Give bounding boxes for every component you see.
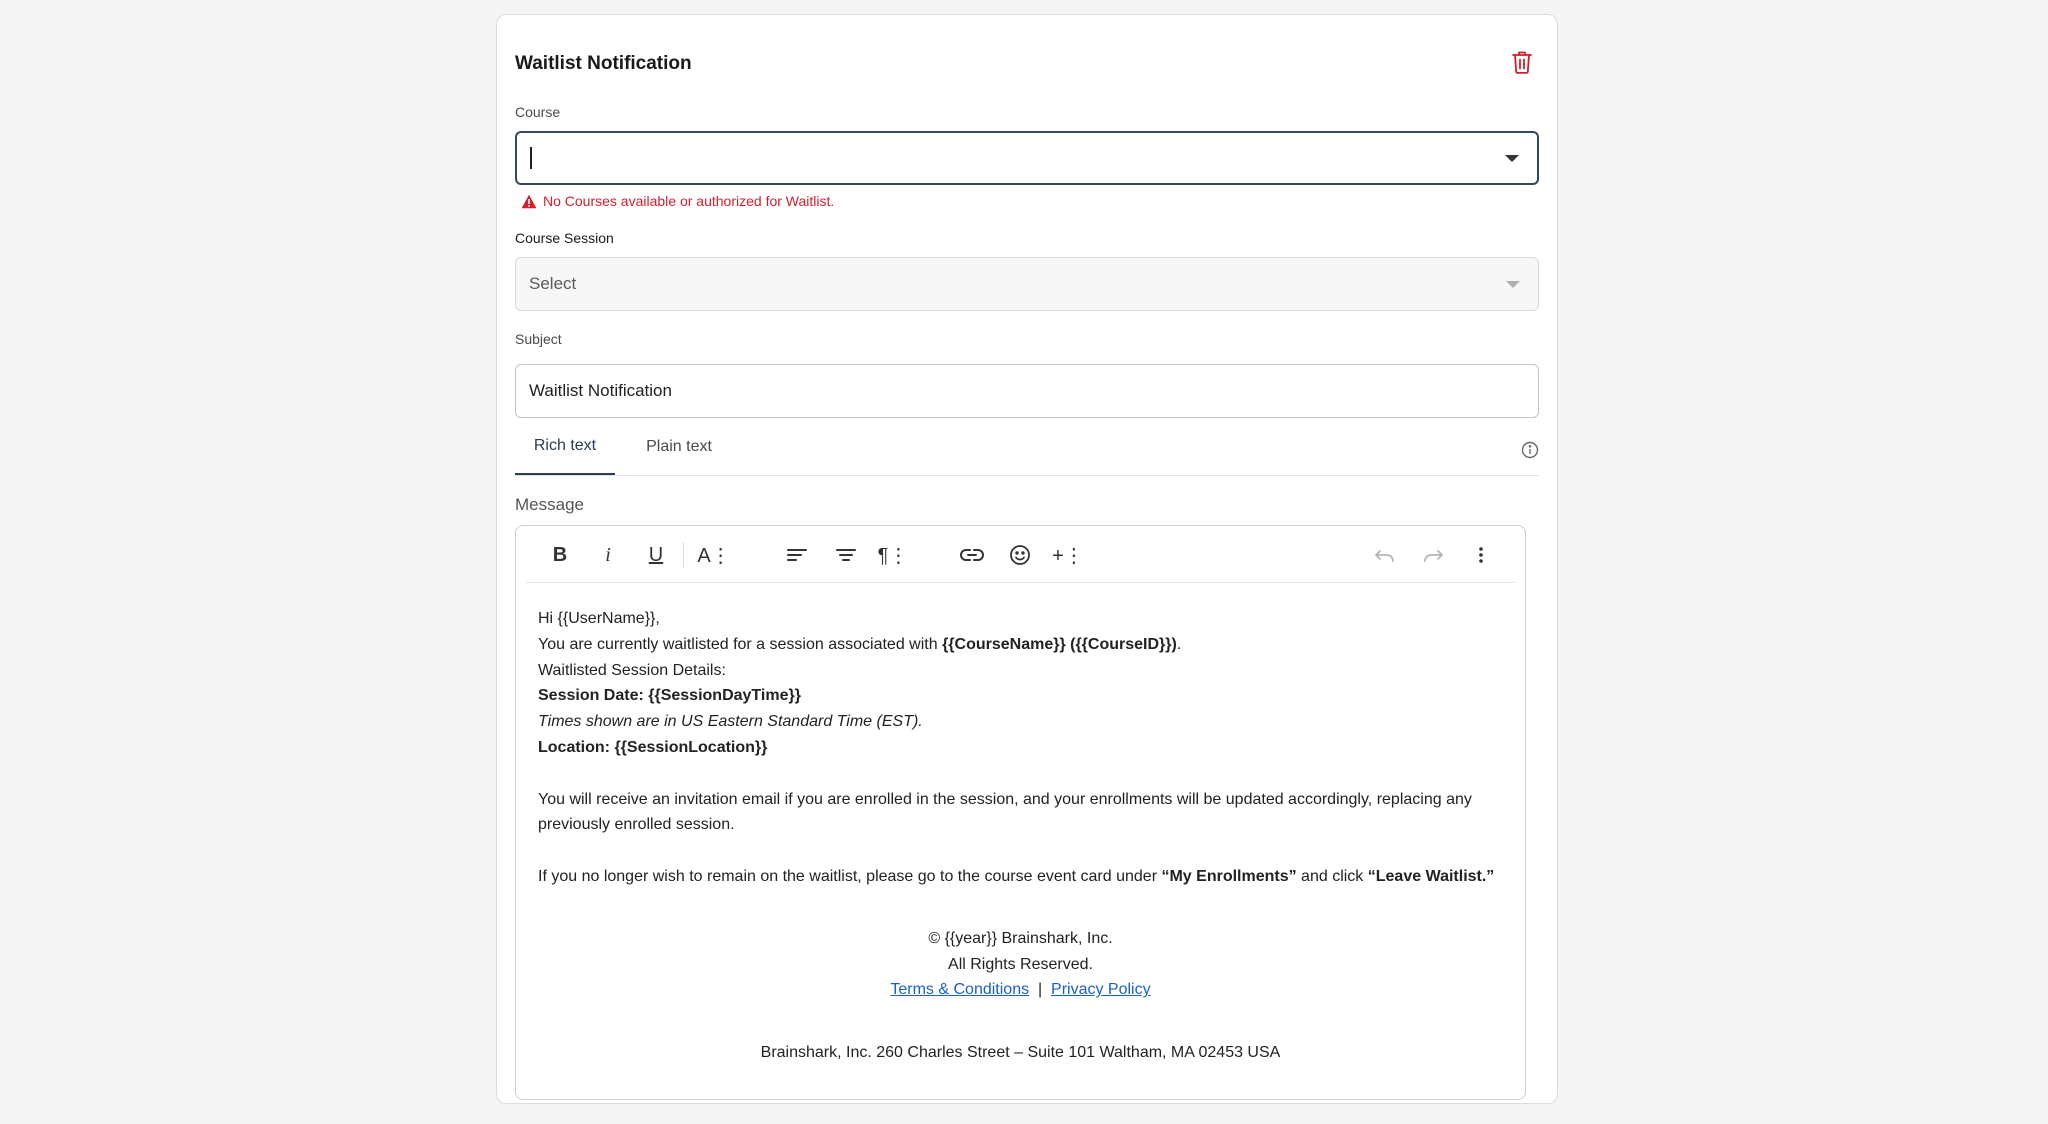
spacer <box>538 838 1503 864</box>
course-session-select[interactable] <box>515 257 1539 311</box>
chevron-down-icon[interactable] <box>1505 155 1519 162</box>
font-size-button[interactable]: A⋮ <box>697 544 731 567</box>
my-enrollments-text: “My Enrollments” <box>1161 867 1297 885</box>
warning-icon <box>521 194 537 209</box>
link-button[interactable] <box>956 539 988 571</box>
waitlist-line <box>538 632 1503 658</box>
course-placeholder: {{CourseName}} ({{CourseID}}) <box>942 635 1177 653</box>
redo-button[interactable] <box>1417 539 1449 571</box>
tab-plain-text[interactable]: Plain text <box>646 438 712 455</box>
course-error-text: No Courses available or authorized for Waitlist. <box>543 193 835 209</box>
toolbar-divider <box>683 542 684 568</box>
subject-input-value: Waitlist Notification <box>529 381 672 400</box>
undo-icon <box>1374 548 1396 562</box>
underline-button[interactable]: U <box>648 543 664 566</box>
tab-rich-text[interactable]: Rich text <box>515 419 615 475</box>
message-editor[interactable] <box>515 525 1526 1100</box>
course-select[interactable] <box>515 131 1539 185</box>
timezone-note: Times shown are in US Eastern Standard Time (EST). <box>538 713 923 731</box>
align-left-button[interactable] <box>781 539 813 571</box>
more-options-button[interactable] <box>1465 539 1497 571</box>
message-body[interactable] <box>538 606 1503 1066</box>
rights-line: All Rights Reserved. <box>948 955 1093 973</box>
leave-prefix: If you no longer wish to remain on the waitlist, please go to the course event card under <box>538 867 1162 885</box>
waitlist-notification-card <box>496 14 1558 1104</box>
chevron-down-icon[interactable] <box>1506 281 1520 288</box>
editor-toolbar <box>526 526 1515 583</box>
paragraph-button[interactable]: ¶⋮ <box>877 544 909 567</box>
address-line: Brainshark, Inc. 260 Charles Street – Suite 101 Waltham, MA 02453 USA <box>760 1044 1281 1062</box>
message-label: Message <box>515 495 584 514</box>
info-icon[interactable] <box>1521 441 1539 459</box>
card-title: Waitlist Notification <box>515 53 692 74</box>
text-cursor <box>530 147 532 169</box>
align-center-icon <box>835 546 857 564</box>
subject-label: Subject <box>515 331 562 347</box>
course-label: Course <box>515 104 561 120</box>
trash-icon <box>1511 50 1533 74</box>
emoji-button[interactable] <box>1004 539 1036 571</box>
course-session-label: Course Session <box>515 230 614 246</box>
waitlist-line-prefix: You are currently waitlisted for a session associated with <box>538 635 943 653</box>
privacy-link[interactable]: Privacy Policy <box>1051 981 1151 999</box>
copyright-line: © {{year}} Brainshark, Inc. <box>928 929 1113 947</box>
terms-link[interactable]: Terms & Conditions <box>890 981 1030 999</box>
delete-button[interactable] <box>1505 45 1539 79</box>
course-error <box>521 193 834 209</box>
leave-waitlist-text: “Leave Waitlist.” <box>1367 867 1495 885</box>
spacer <box>538 890 1503 926</box>
details-heading: Waitlisted Session Details: <box>538 661 726 679</box>
more-vertical-icon <box>1478 546 1484 564</box>
footer-links <box>538 977 1503 1003</box>
bold-button[interactable]: B <box>552 543 568 566</box>
italic-button[interactable]: i <box>605 543 611 566</box>
waitlist-line-suffix: . <box>1176 635 1182 653</box>
align-center-button[interactable] <box>830 539 862 571</box>
leave-middle: and click <box>1296 867 1368 885</box>
redo-icon <box>1422 548 1444 562</box>
spacer <box>538 761 1503 787</box>
emoji-icon <box>1009 544 1031 566</box>
link-icon <box>960 548 984 562</box>
location-line: Location: {{SessionLocation}} <box>538 738 768 756</box>
greeting-line: Hi {{UserName}}, <box>538 610 660 627</box>
align-left-icon <box>786 546 808 564</box>
link-separator: | <box>1037 981 1043 999</box>
invite-paragraph: You will receive an invitation email if you are enrolled in the session, and your enrollments will be updated accordingly, replacing any previously enrolled session. <box>538 790 1472 834</box>
leave-waitlist-paragraph <box>538 864 1503 890</box>
spacer <box>538 1003 1503 1040</box>
undo-button[interactable] <box>1369 539 1401 571</box>
insert-button[interactable]: +⋮ <box>1052 544 1084 567</box>
editor-mode-tabs <box>515 419 1539 476</box>
course-session-placeholder: Select <box>529 274 577 293</box>
session-date-line: Session Date: {{SessionDayTime}} <box>538 687 801 705</box>
subject-input[interactable] <box>515 364 1539 418</box>
